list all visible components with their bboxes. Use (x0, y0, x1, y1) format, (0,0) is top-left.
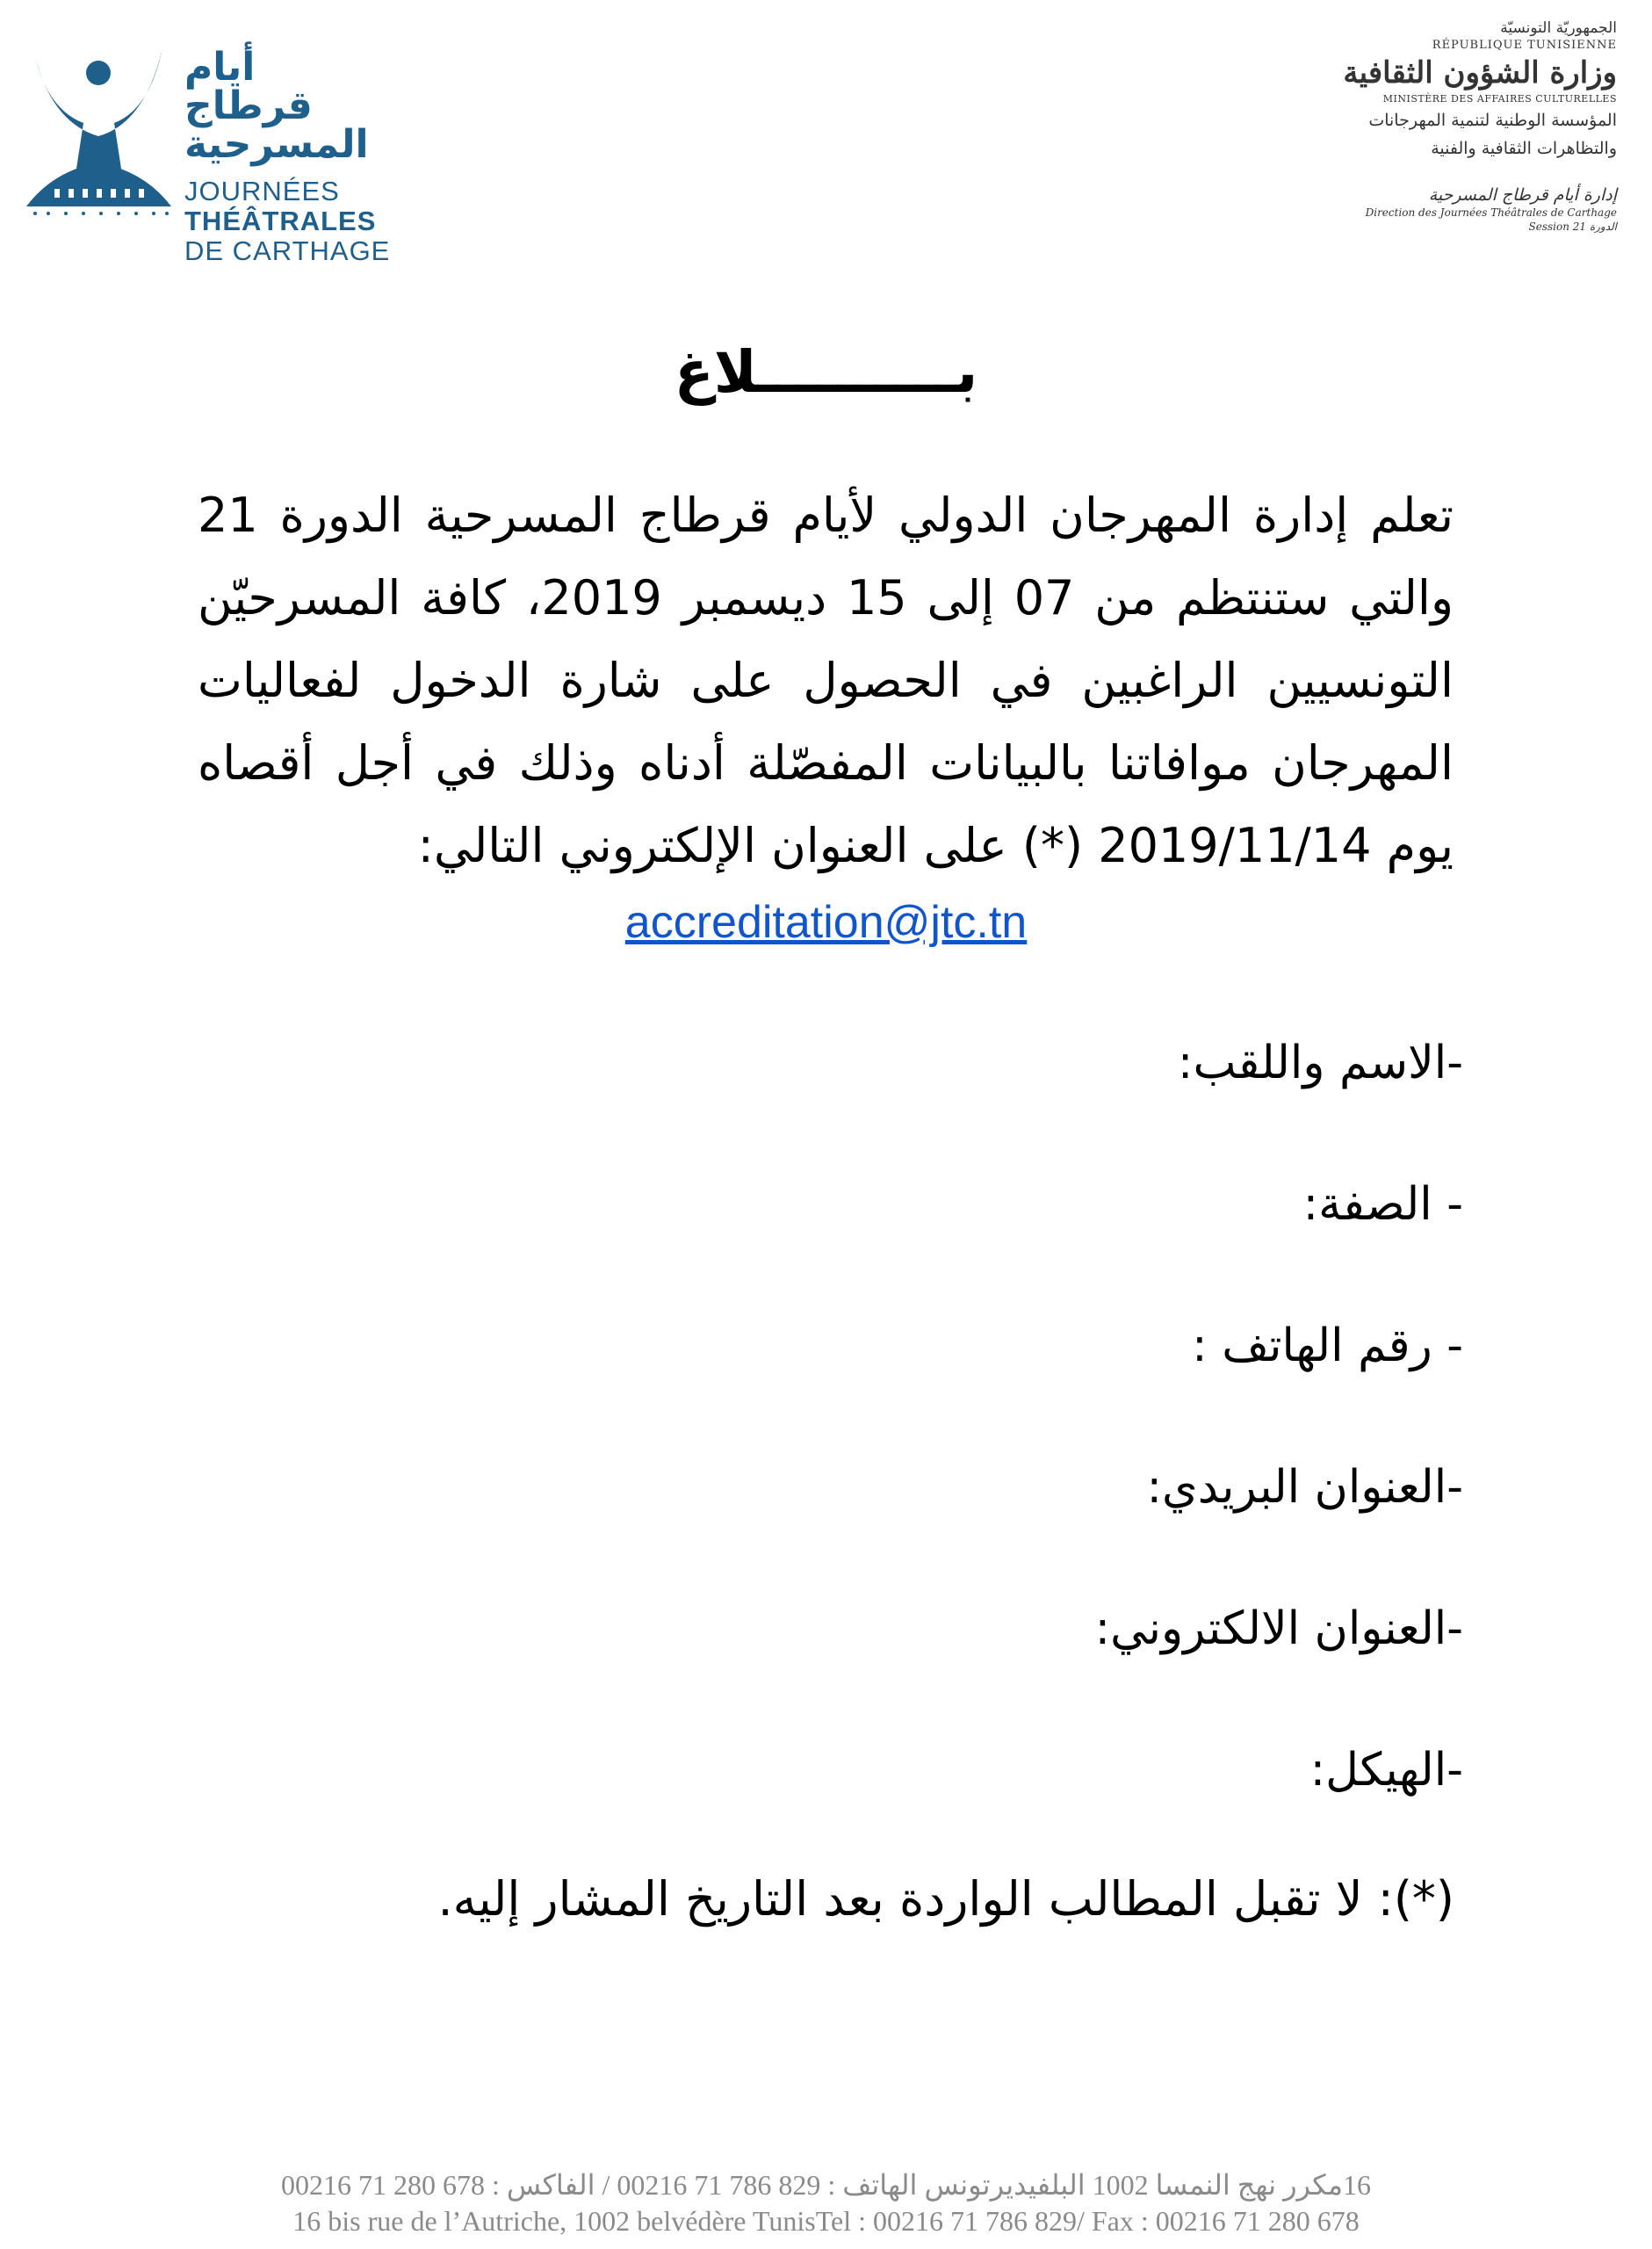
direction-french: Direction des Journées Théâtrales de Carthage (1365, 206, 1617, 219)
deadline-note: (*): لا تقبل المطالب الواردة بعد التاريخ المشار إليه. (437, 1871, 1454, 1927)
session-label: Session 21 الدورة (1528, 220, 1617, 233)
ministry-arabic: وزارة الشؤون الثقافية (1343, 55, 1617, 90)
notice-body: تعلم إدارة المهرجان الدولي لأيام قرطاج المسرحية الدورة 21 والتي ستنتظم من 07 إلى 15 ديسمبر 2019، كافة المسرحيّن التونسيين الراغبين في الحصول على شارة الدخول لفعاليات المهرجان موافاتنا بالبيانات المفصّلة أدناه وذلك في أجل أقصاه يوم 2019/11/14 (*) على العنوان الإلكتروني التالي: (198, 488, 1454, 873)
field-postal-address: -العنوان البريدي: (1146, 1461, 1463, 1514)
theatre-figure-icon (18, 40, 180, 215)
institution-line-1: المؤسسة الوطنية لتنمية المهرجانات (1368, 111, 1617, 131)
notice-title: بــــــــــلاغ (674, 338, 978, 406)
logo-line-1: JOURNÉES (184, 176, 340, 206)
logo-arabic-name: أيام قرطاج المسرحية (184, 45, 369, 167)
ministry-french: MINISTÈRE DES AFFAIRES CULTURELLES (1382, 93, 1617, 105)
logo-text (184, 45, 395, 266)
field-position: - الصفة: (1302, 1178, 1463, 1231)
form-fields (409, 1032, 1463, 1881)
field-organization: -الهيكل: (1309, 1744, 1463, 1797)
footer-address-french: 16 bis rue de l’Autriche, 1002 belvédère TunisTel : 00216 71 786 829/ Fax : 00216 71 280 678 (292, 2205, 1360, 2237)
field-name: -الاسم واللقب: (1177, 1037, 1463, 1089)
ministry-header (1336, 19, 1617, 233)
accreditation-email-link[interactable]: accreditation@jtc.tn (624, 897, 1028, 948)
institution-line-2: والتظاهرات الثقافية والفنية (1431, 139, 1617, 159)
direction-arabic: إدارة أيام قرطاج المسرحية (1428, 184, 1617, 205)
field-phone: - رقم الهاتف : (1192, 1320, 1463, 1372)
footer-address-arabic: 16مكرر نهج النمسا 1002 البلفيديرتونس الهاتف : 829 786 71 00216 / الفاكس : 678 280 71 00216 (280, 2169, 1371, 2201)
field-email-address: -العنوان الالكتروني: (1094, 1602, 1463, 1655)
logo-line-3: DE CARTHAGE (184, 235, 391, 266)
republic-french: RÉPUBLIQUE TUNISIENNE (1432, 39, 1617, 52)
republic-arabic: الجمهوريّة التونسيّة (1500, 19, 1617, 37)
festival-logo (18, 40, 391, 266)
logo-line-2: THÉÂTRALES (184, 206, 377, 236)
